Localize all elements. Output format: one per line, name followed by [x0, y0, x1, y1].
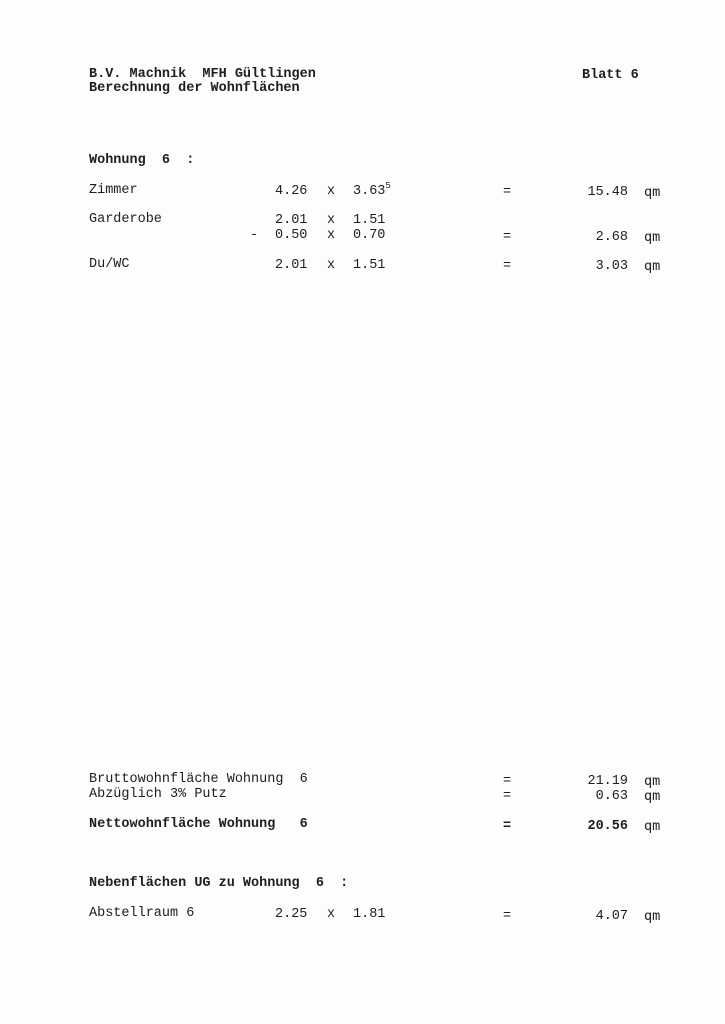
- document-subtitle: Berechnung der Wohnflächen: [89, 81, 300, 96]
- minus-sign: -: [250, 228, 259, 243]
- brutto-value: 21.19: [587, 774, 628, 789]
- area-unit: qm: [644, 773, 661, 789]
- area-value: 2.68: [595, 230, 628, 245]
- area-unit: qm: [644, 184, 661, 200]
- sheet-number: Blatt 6: [582, 68, 639, 83]
- dimension-b: 3.63: [353, 184, 386, 199]
- dimension-b: 1.51: [353, 258, 386, 273]
- room-name: Du/WC: [89, 257, 130, 272]
- dimension-b-group: [353, 181, 391, 199]
- multiply-sign: x: [327, 228, 336, 243]
- area-unit: qm: [644, 908, 661, 924]
- area-unit: qm: [644, 258, 661, 274]
- area-value: 3.03: [595, 259, 628, 274]
- dimension-b: 0.70: [353, 228, 386, 243]
- area-value: 15.48: [587, 185, 628, 200]
- equals-sign: =: [503, 230, 512, 245]
- project-title: B.V. Machnik MFH Gültlingen: [89, 67, 316, 82]
- brutto-label: Bruttowohnfläche Wohnung 6: [89, 772, 308, 787]
- area-value: 4.07: [595, 909, 628, 924]
- dimension-a: 0.50: [275, 228, 308, 243]
- abzug-value: 0.63: [595, 789, 628, 804]
- neben-section-title: Nebenflächen UG zu Wohnung 6 :: [89, 876, 349, 891]
- dimension-b: 1.81: [353, 907, 386, 922]
- area-unit: qm: [644, 818, 661, 834]
- multiply-sign: x: [327, 184, 336, 199]
- equals-sign: =: [503, 789, 512, 804]
- abzug-label: Abzüglich 3% Putz: [89, 787, 227, 802]
- equals-sign: =: [503, 774, 512, 789]
- room-name: Zimmer: [89, 183, 138, 198]
- dimension-a: 2.01: [275, 213, 308, 228]
- dimension-a: 2.25: [275, 907, 308, 922]
- section-title: Wohnung 6 :: [89, 153, 195, 168]
- equals-sign: =: [503, 259, 512, 274]
- dimension-b-superscript: 5: [385, 181, 391, 191]
- equals-sign: =: [503, 909, 512, 924]
- area-unit: qm: [644, 229, 661, 245]
- equals-sign: =: [503, 185, 512, 200]
- dimension-a: 4.26: [275, 184, 308, 199]
- equals-sign: =: [503, 819, 512, 834]
- room-name: Abstellraum 6: [89, 906, 195, 921]
- multiply-sign: x: [327, 907, 336, 922]
- multiply-sign: x: [327, 213, 336, 228]
- dimension-b: 1.51: [353, 213, 386, 228]
- netto-label: Nettowohnfläche Wohnung 6: [89, 817, 308, 832]
- dimension-a: 2.01: [275, 258, 308, 273]
- multiply-sign: x: [327, 258, 336, 273]
- area-unit: qm: [644, 788, 661, 804]
- room-name: Garderobe: [89, 212, 162, 227]
- netto-value: 20.56: [587, 819, 628, 834]
